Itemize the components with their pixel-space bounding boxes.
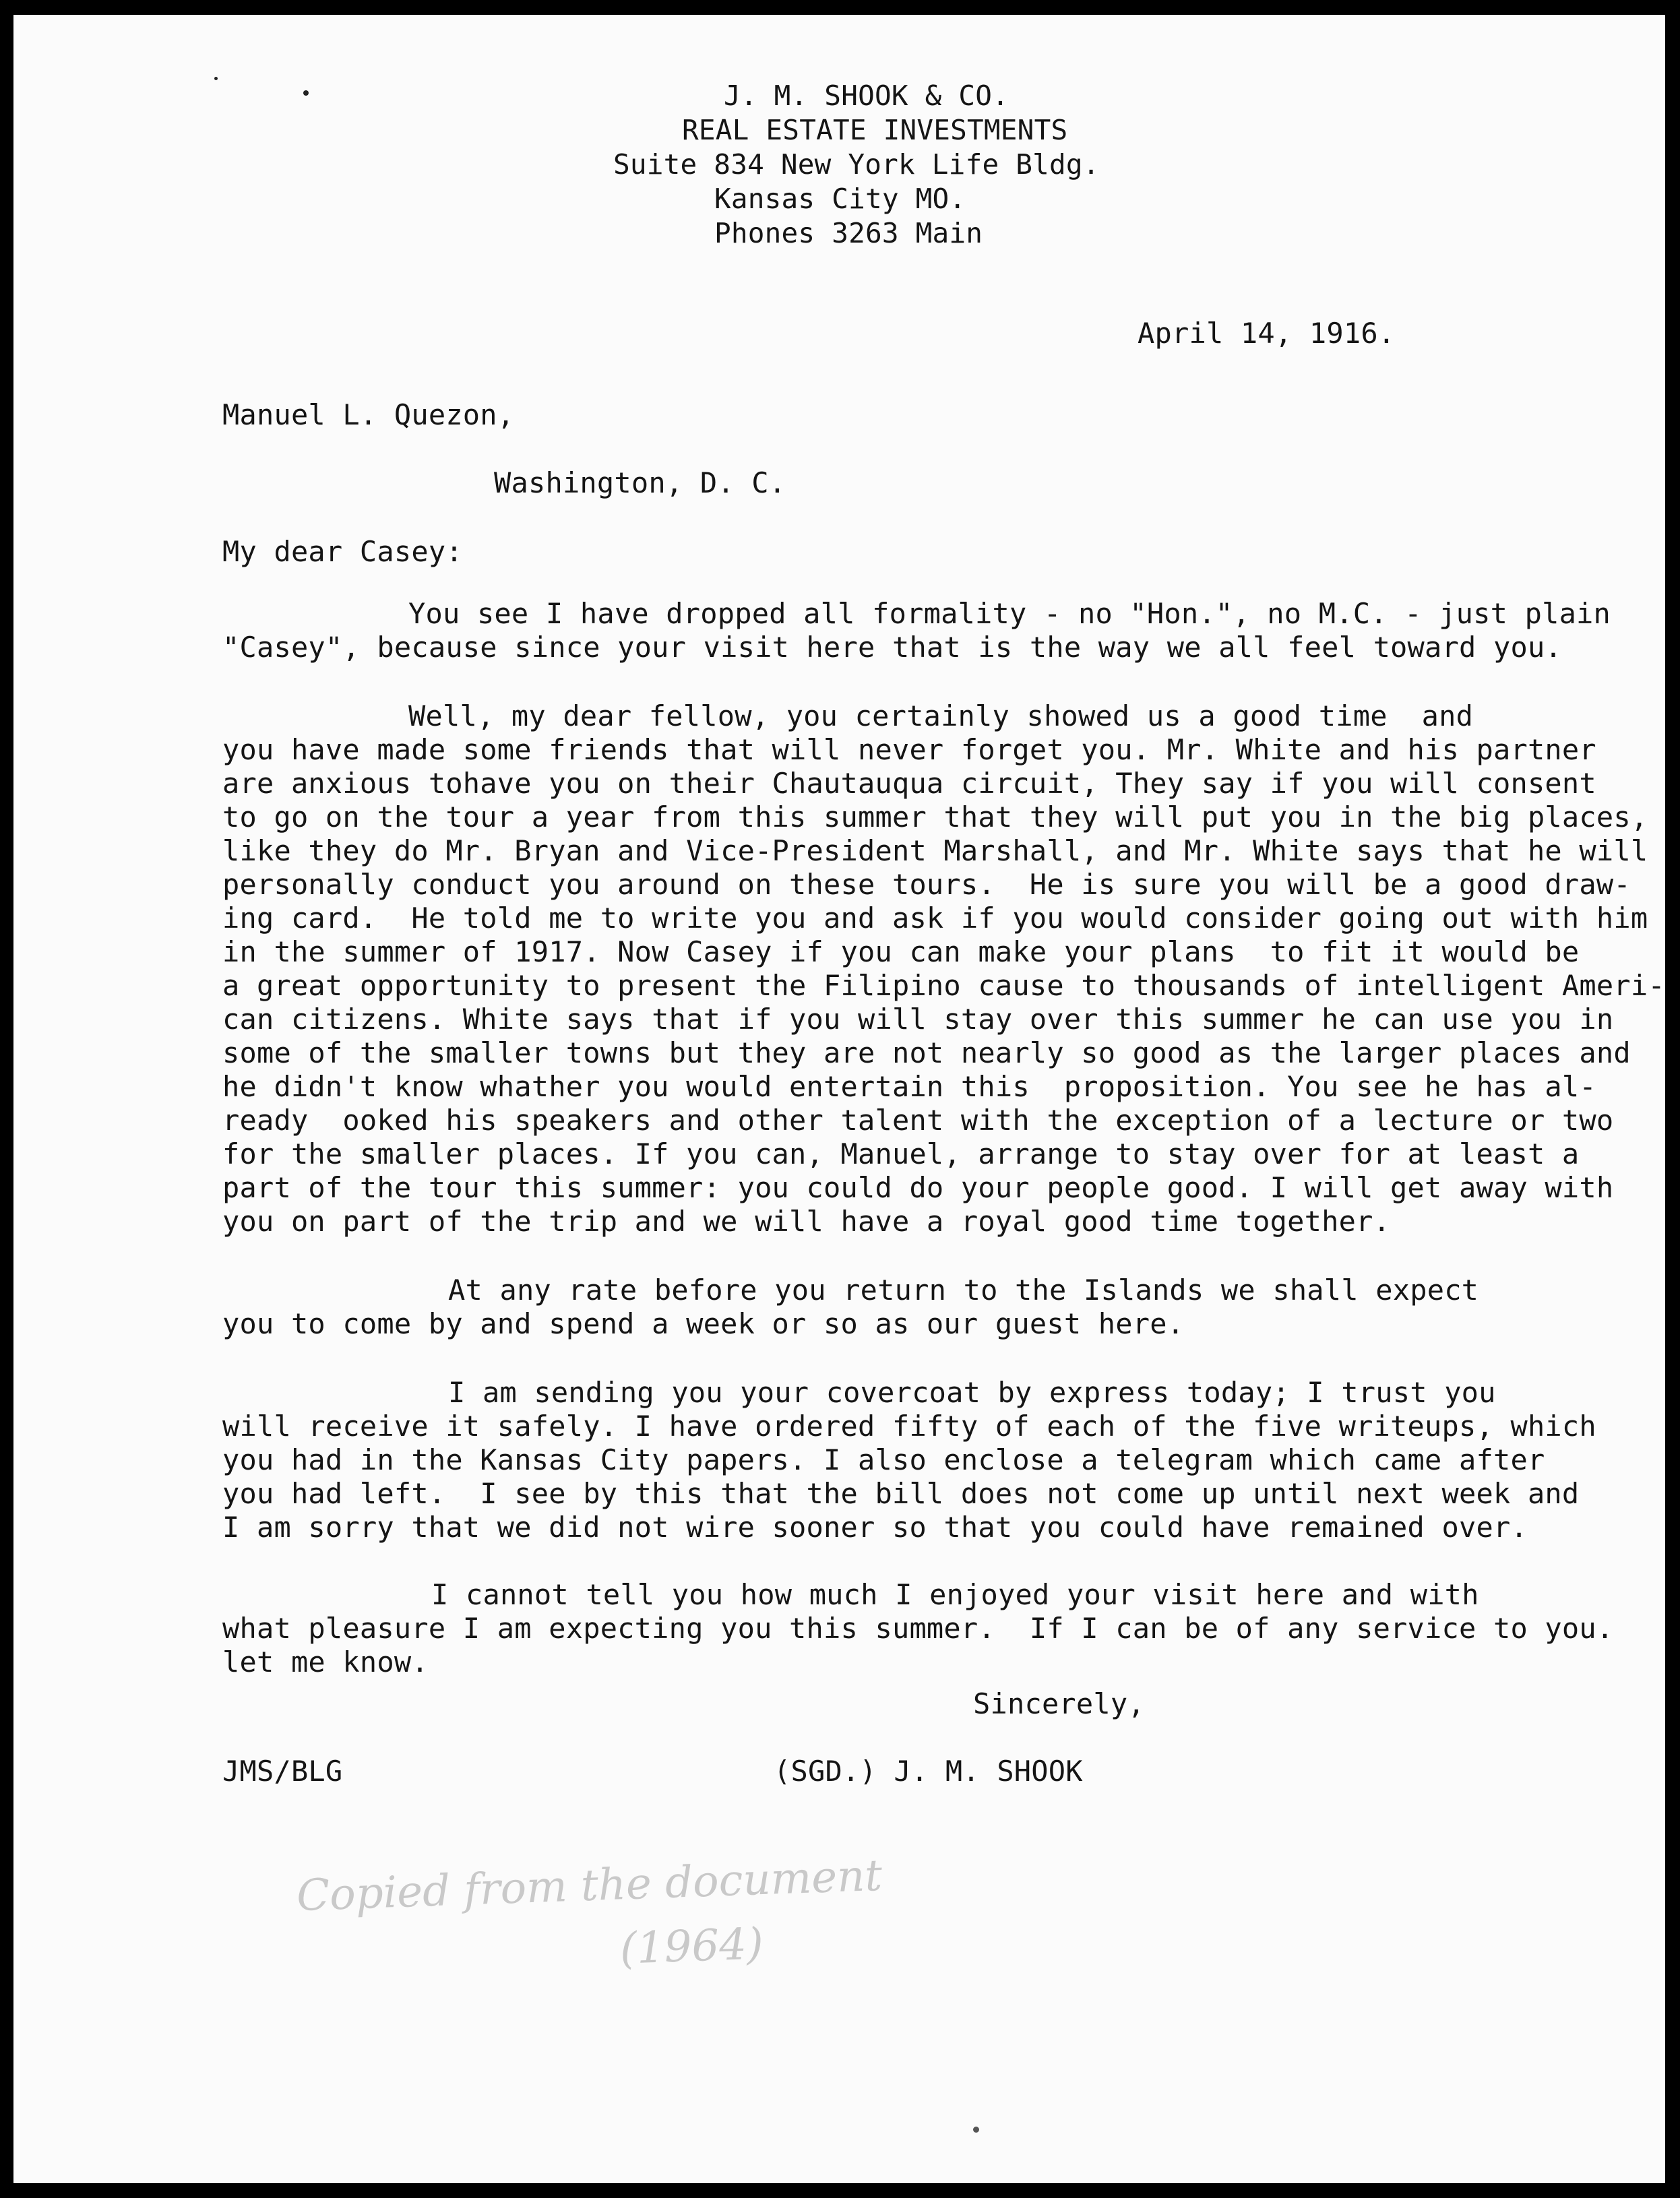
paragraph-line: "Casey", because since your visit here that is the way we all feel toward you.: [222, 631, 1562, 664]
paragraph-line: ing card. He told me to write you and ask if you would consider going out with him: [222, 902, 1648, 935]
paragraph-line: You see I have dropped all formality - no "Hon.", no M.C. - just plain: [408, 597, 1611, 630]
paragraph-line: he didn't know whather you would entertain this proposition. You see he has al-: [222, 1070, 1596, 1103]
business-line: REAL ESTATE INVESTMENTS: [682, 114, 1068, 146]
salutation: My dear Casey:: [222, 535, 463, 568]
paragraph-line: I am sorry that we did not wire sooner so that you could have remained over.: [222, 1511, 1528, 1544]
paragraph-line: you had in the Kansas City papers. I also enclose a telegram which came after: [222, 1443, 1545, 1476]
paragraph-line: personally conduct you around on these tours. He is sure you will be a good draw-: [222, 868, 1631, 901]
paragraph-line: Well, my dear fellow, you certainly showed us a good time and: [408, 699, 1474, 732]
typist-initials: JMS/BLG: [222, 1755, 343, 1788]
closing: Sincerely,: [973, 1687, 1145, 1720]
ink-speck: [214, 77, 218, 80]
paragraph-line: to go on the tour a year from this summer that they will put you in the big places,: [222, 800, 1648, 834]
paragraph-line: will receive it safely. I have ordered fifty of each of the five writeups, which: [222, 1410, 1596, 1443]
recipient-name: Manuel L. Quezon,: [222, 398, 515, 431]
paragraph-line: At any rate before you return to the Islands we shall expect: [448, 1274, 1479, 1307]
paragraph-line: ready ooked his speakers and other talent with the exception of a lecture or two: [222, 1104, 1614, 1137]
city-line: Kansas City MO.: [714, 183, 966, 215]
recipient-location: Washington, D. C.: [494, 466, 786, 499]
paragraph-line: some of the smaller towns but they are not nearly so good as the larger places and: [222, 1036, 1631, 1069]
paragraph-line: a great opportunity to present the Filipino cause to thousands of intelligent Ameri-: [222, 969, 1665, 1002]
letter-date: April 14, 1916.: [1138, 317, 1396, 350]
handwritten-note-line2: (1964): [619, 1919, 765, 1974]
paragraph-line: you had left. I see by this that the bill does not come up until next week and: [222, 1477, 1580, 1510]
paragraph-line: you on part of the trip and we will have a royal good time together.: [222, 1205, 1391, 1238]
company-name: J. M. SHOOK & CO.: [724, 80, 1009, 112]
paragraph-line: let me know.: [222, 1645, 429, 1678]
ink-speck: [973, 2127, 979, 2133]
suite-address: Suite 834 New York Life Bldg.: [613, 148, 1100, 181]
paragraph-line: part of the tour this summer: you could do your people good. I will get away with: [222, 1171, 1614, 1204]
paragraph-line: I cannot tell you how much I enjoyed your visit here and with: [431, 1578, 1479, 1611]
signature-line: (SGD.) J. M. SHOOK: [774, 1755, 1083, 1788]
handwritten-note-line1: Copied from the document: [295, 1850, 883, 1922]
paragraph-line: you to come by and spend a week or so as our guest here.: [222, 1307, 1185, 1340]
phones-line: Phones 3263 Main: [714, 217, 983, 249]
paragraph-line: I am sending you your covercoat by express today; I trust you: [448, 1376, 1496, 1409]
ink-speck: [303, 90, 309, 96]
paragraph-line: what pleasure I am expecting you this summer. If I can be of any service to you.: [222, 1612, 1614, 1645]
paragraph-line: in the summer of 1917. Now Casey if you can make your plans to fit it would be: [222, 935, 1580, 968]
paragraph-line: for the smaller places. If you can, Manuel, arrange to stay over for at least a: [222, 1137, 1580, 1170]
paragraph-line: like they do Mr. Bryan and Vice-President Marshall, and Mr. White says that he will: [222, 834, 1648, 867]
paragraph-line: are anxious tohave you on their Chautauqua circuit, They say if you will consent: [222, 767, 1596, 800]
paragraph-line: can citizens. White says that if you will stay over this summer he can use you in: [222, 1003, 1614, 1036]
letter-page: [13, 15, 1665, 2183]
paragraph-line: you have made some friends that will never forget you. Mr. White and his partner: [222, 733, 1596, 766]
